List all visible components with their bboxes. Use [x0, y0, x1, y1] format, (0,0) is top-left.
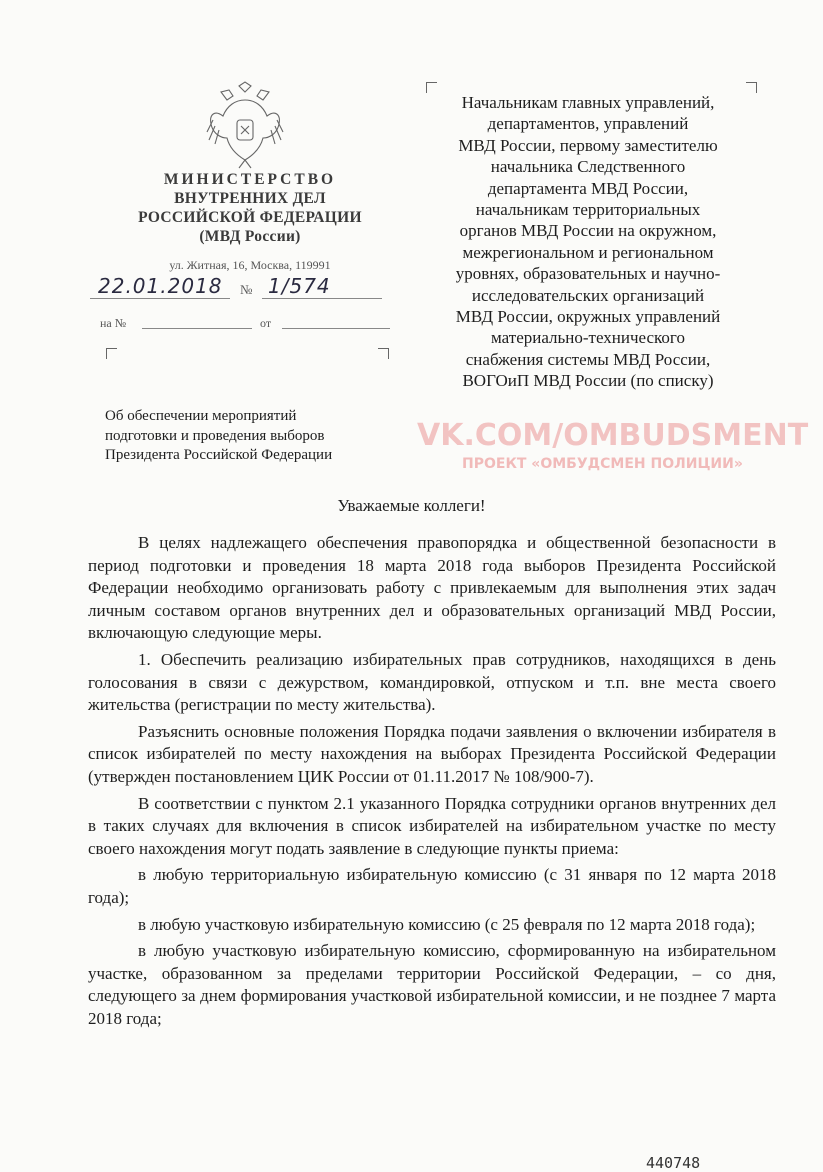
ministry-address: ул. Житная, 16, Москва, 119991: [169, 258, 331, 272]
subject-line: Президента Российской Федерации: [105, 447, 333, 463]
recipient-line: уровнях, образовательных и научно-: [455, 264, 721, 284]
recipient-line: исследовательских организаций: [471, 285, 705, 305]
recipient-line: департаментов, управлений: [487, 114, 689, 134]
recipients-block: [418, 92, 758, 392]
reference-line: [100, 316, 400, 332]
subject-line: Об обеспечении мероприятий: [105, 408, 297, 424]
date-underline: [90, 298, 230, 299]
ministry-name: [110, 170, 390, 246]
subject-corner-left: [106, 348, 117, 359]
registration-number: 1/574: [268, 274, 331, 298]
reference-number-underline: [142, 328, 252, 329]
registration-line: [90, 274, 400, 302]
salutation: Уважаемые коллеги!: [337, 496, 486, 515]
body-paragraph: Разъяснить основные положения Порядка подачи заявления о включении избирателя в список избирателей по месту нахождения на выборах Президента Российской Федерации (утвержден постановлением ЦИК России от 01.11.2017 № 108/900-7).: [88, 721, 776, 786]
recipient-line: материально-технического: [491, 328, 685, 348]
watermark-project: ПРОЕКТ «ОМБУДСМЕН ПОЛИЦИИ»: [462, 456, 743, 472]
recipient-line: органов МВД России на окружном,: [459, 221, 717, 241]
registration-number-label: №: [240, 282, 253, 297]
recipient-line: Начальникам главных управлений,: [461, 93, 715, 112]
recipient-line: начальника Следственного: [490, 157, 686, 177]
body-paragraph: В целях надлежащего обеспечения правопорядка и общественной безопасности в период подготовки и проведения 18 марта 2018 года выборов Президента Российской Федерации необходимо организовать работу с привлекаемым для выполнения этих задач личным составом органов внутренних дел и образовательных организаций МВД России, включающую следующие меры.: [88, 533, 776, 643]
ministry-line-2: ВНУТРЕННИХ ДЕЛ: [174, 190, 326, 207]
recipient-line: МВД России, первому заместителю: [458, 135, 718, 155]
recipient-line: начальникам территориальных: [475, 200, 701, 220]
number-underline: [262, 298, 382, 299]
body-paragraph: в любую участковую избирательную комиссию, сформированную на избирательном участке, образованном за пределами территории Российской Федерации, – со дня, следующего за днем формирования участковой избирательной комиссии, и не позднее 7 марта 2018 года;: [88, 941, 776, 1028]
ministry-line-4: (МВД России): [199, 228, 301, 245]
recipient-line: МВД России, окружных управлений: [455, 307, 721, 327]
recipient-line: ВОГОиП МВД России (по списку): [462, 371, 714, 391]
subject-block: [105, 407, 375, 466]
coat-of-arms-icon: [205, 80, 285, 170]
subject-line: подготовки и проведения выборов: [105, 427, 325, 444]
ministry-line-1: МИНИСТЕРСТВО: [163, 171, 337, 188]
reference-date-underline: [282, 328, 390, 329]
recipient-line: департамента МВД России,: [487, 178, 689, 198]
reference-number-label: на №: [100, 316, 127, 330]
body-paragraph: в любую территориальную избирательную комиссию (с 31 января по 12 марта 2018 года);: [88, 865, 776, 907]
watermark-url: VK.COM/OMBUDSMENT: [417, 418, 809, 453]
document-serial-number: 440748: [646, 1154, 701, 1172]
body-paragraph: 1. Обеспечить реализацию избирательных прав сотрудников, находящихся в день голосования в связи с дежурством, командировкой, отпуском и т.п. вне места своего жительства (регистрации по месту жительства).: [88, 649, 776, 715]
recipient-line: снабжения системы МВД России,: [465, 349, 711, 369]
subject-corner-right: [378, 348, 389, 359]
recipient-line: межрегиональном и региональном: [462, 242, 714, 262]
body-paragraph: В соответствии с пунктом 2.1 указанного Порядка сотрудники органов внутренних дел в таких случаях для включения в список избирателей на избирательном участке по месту своего нахождения могут подать заявление в следующие пункты приема:: [88, 793, 776, 858]
letter-body: [88, 532, 776, 1034]
registration-date: 22.01.2018: [98, 274, 223, 298]
reference-date-label: от: [260, 316, 272, 330]
ministry-line-3: РОССИЙСКОЙ ФЕДЕРАЦИИ: [138, 209, 362, 226]
body-paragraph: в любую участковую избирательную комиссию (с 25 февраля по 12 марта 2018 года);: [138, 914, 756, 934]
